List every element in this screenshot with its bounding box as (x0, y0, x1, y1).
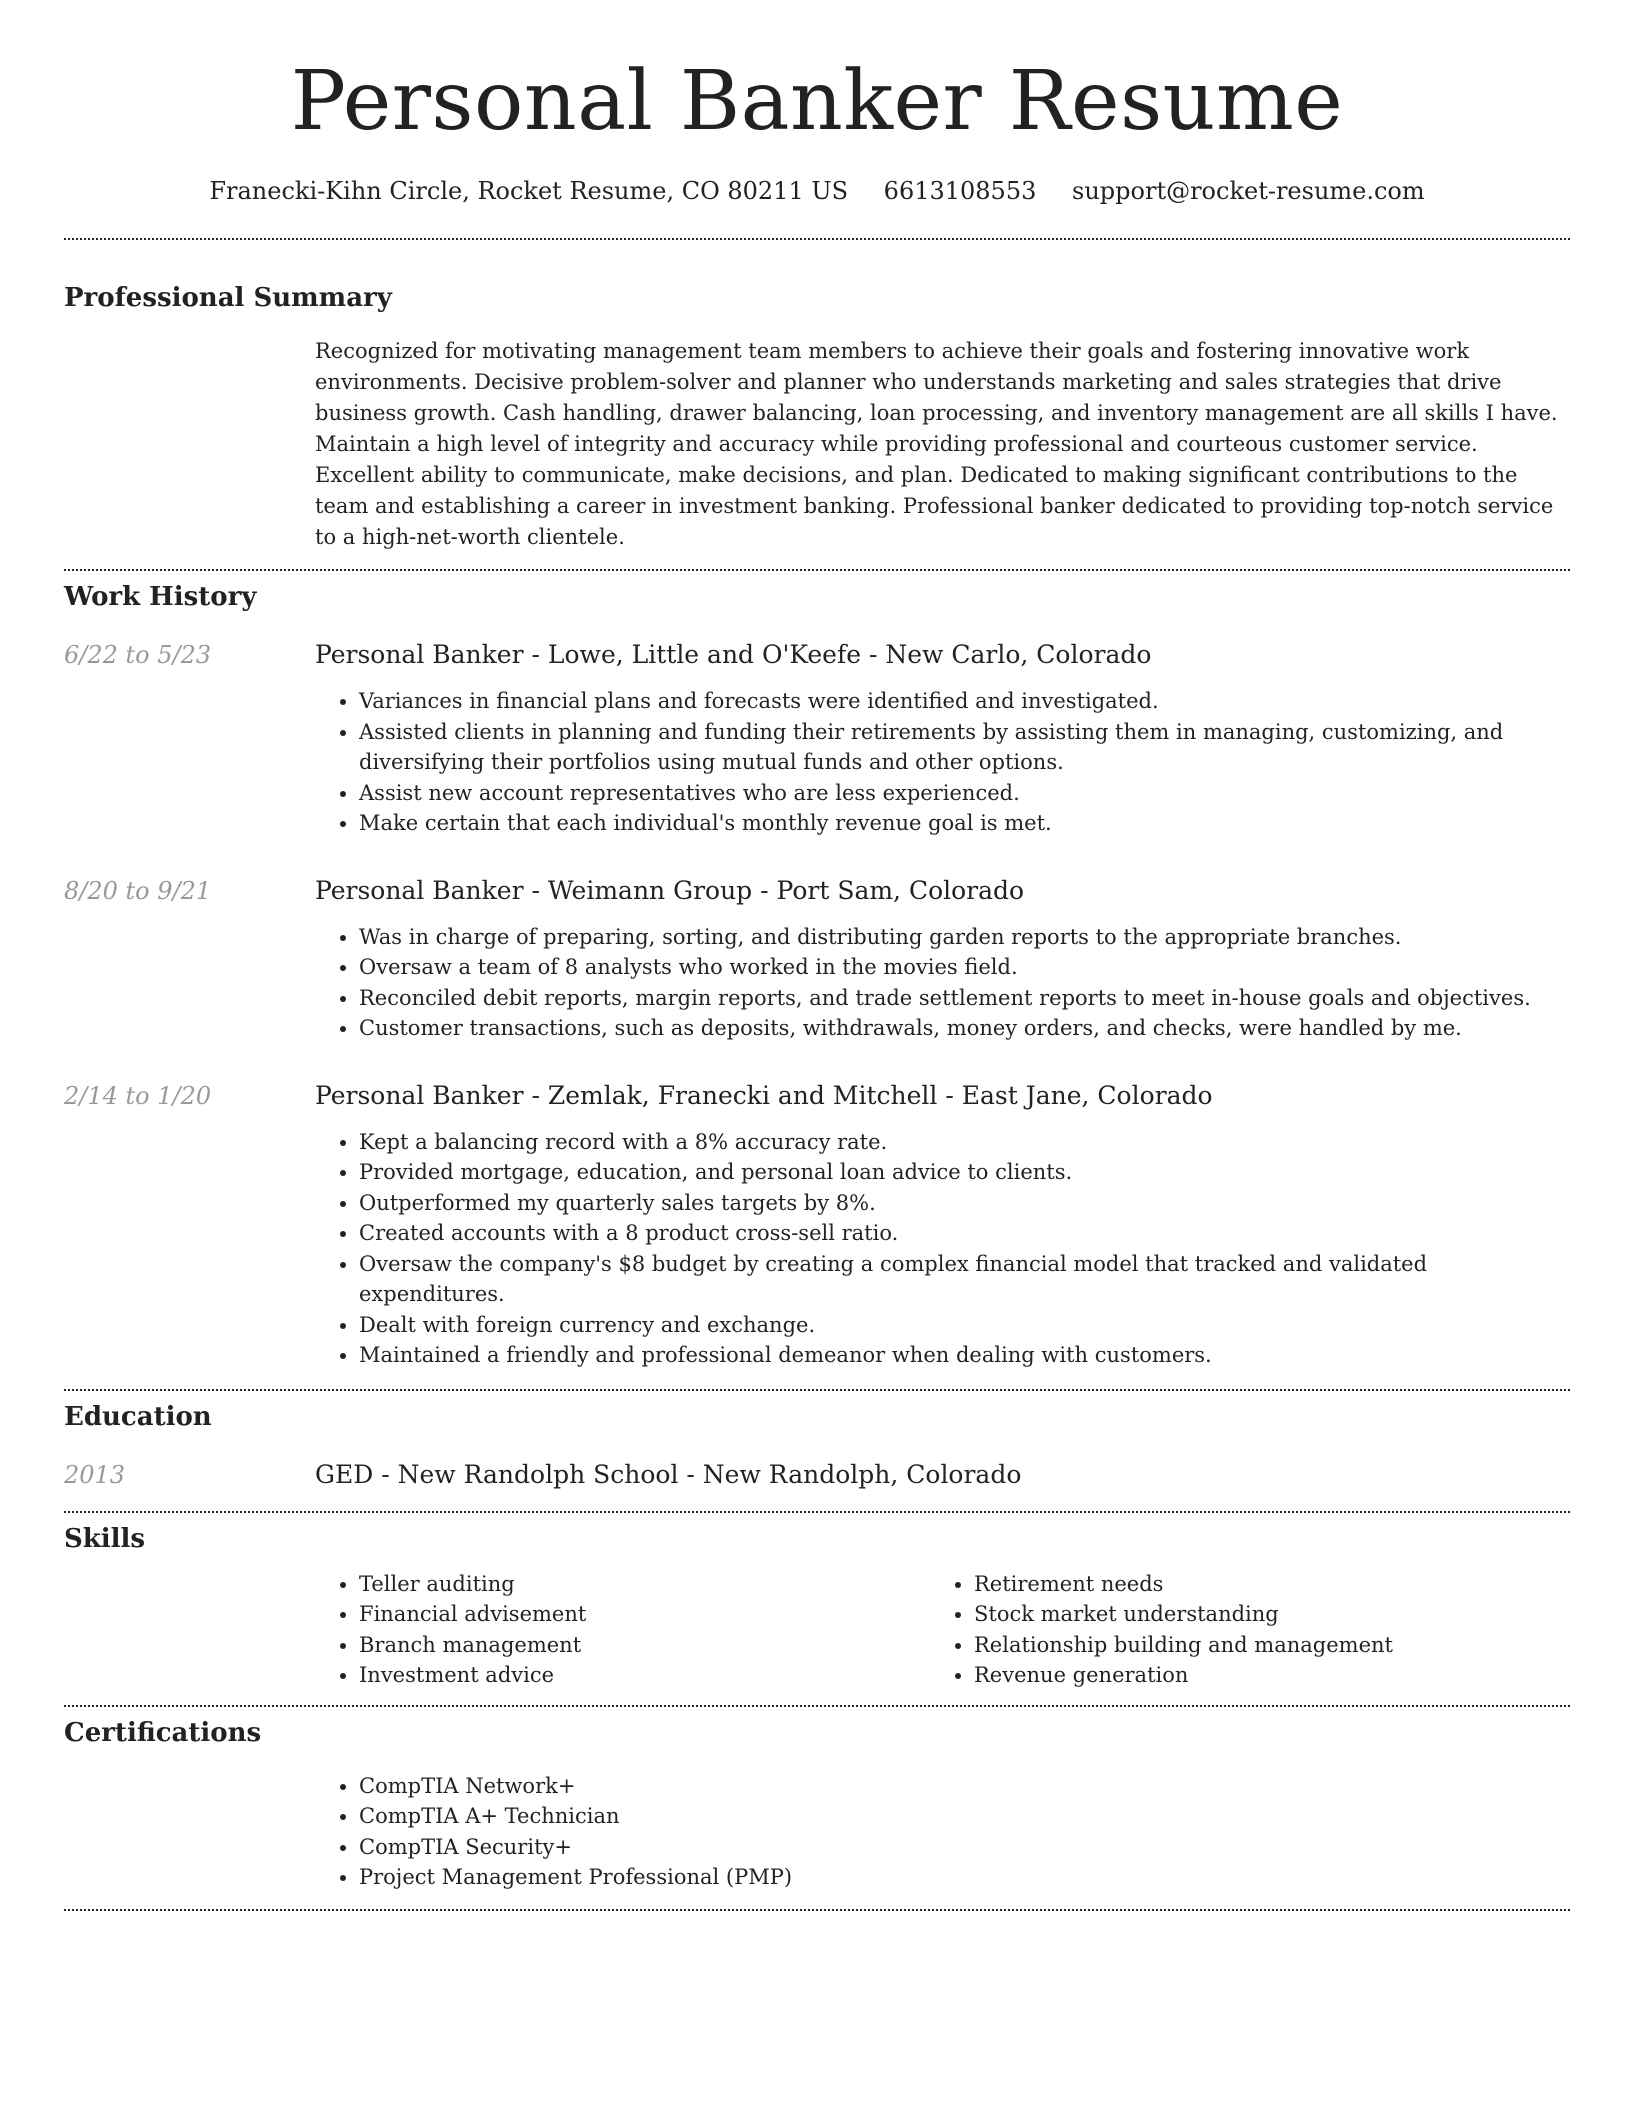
list-item: • CompTIA A+ Technician (359, 1801, 1570, 1832)
list-item: • Outperformed my quarterly sales targets by 8%. (359, 1188, 1570, 1219)
resume-page (64, 0, 1570, 1911)
job-bullets (315, 1127, 1570, 1371)
list-item: • Oversaw a team of 8 analysts who worked in the movies field. (359, 952, 1570, 983)
job-dates: 2/14 to 1/20 (64, 1081, 212, 1110)
list-item: • Project Management Professional (PMP) (359, 1862, 1570, 1893)
divider (64, 1909, 1570, 1911)
education-entry (64, 1459, 1570, 1491)
list-item: • Oversaw the company's $8 budget by creating a complex financial model that tracked and validated expenditures. (359, 1249, 1570, 1310)
contact-line (64, 176, 1570, 206)
list-item: • Assist new account representatives who are less experienced. (359, 778, 1570, 809)
address: Franecki-Kihn Circle, Rocket Resume, CO 80211 US (209, 177, 849, 205)
resume-title: Personal Banker Resume (290, 54, 1344, 149)
list-item: • Kept a balancing record with a 8% accuracy rate. (359, 1127, 1570, 1158)
education-title: GED - New Randolph School - New Randolph, Colorado (315, 1459, 1022, 1489)
list-item: • Assisted clients in planning and funding their retirements by assisting them in managing, customizing, and diversifying their portfolios using mutual funds and other options. (359, 717, 1570, 778)
list-item: • Teller auditing (359, 1569, 930, 1600)
job-dates: 6/22 to 5/23 (64, 641, 212, 669)
list-item: • Dealt with foreign currency and exchange. (359, 1310, 1570, 1341)
job-entry (64, 875, 1570, 1044)
certifications-section (64, 1717, 1570, 1893)
skills-section (64, 1523, 1570, 1691)
list-item: • CompTIA Network+ (359, 1771, 1570, 1802)
skills-list-right (930, 1569, 1545, 1691)
email: support@rocket-resume.com (1072, 177, 1425, 205)
list-item: • Reconciled debit reports, margin reports, and trade settlement reports to meet in-house goals and objectives. (359, 983, 1570, 1014)
job-title: Personal Banker - Weimann Group - Port Sam, Colorado (315, 875, 1025, 905)
section-title-certifications: Certifications (64, 1717, 262, 1748)
divider (64, 1389, 1570, 1391)
summary-section (64, 282, 1570, 553)
divider (64, 1705, 1570, 1707)
list-item: • Customer transactions, such as deposits, withdrawals, money orders, and checks, were handled by me. (359, 1013, 1570, 1044)
job-entry (64, 1080, 1570, 1371)
skills-list-left (315, 1569, 930, 1691)
certifications-list (315, 1771, 1570, 1893)
job-bullets (315, 922, 1570, 1044)
list-item: • Make certain that each individual's monthly revenue goal is met. (359, 808, 1570, 839)
section-title-work-history: Work History (64, 582, 257, 612)
list-item: • Retirement needs (974, 1569, 1545, 1600)
job-title: Personal Banker - Zemlak, Franecki and Mitchell - East Jane, Colorado (315, 1080, 1213, 1110)
list-item: • Created accounts with a 8 product cross-sell ratio. (359, 1218, 1570, 1249)
divider (64, 569, 1570, 571)
divider (64, 1511, 1570, 1513)
list-item: • Provided mortgage, education, and personal loan advice to clients. (359, 1157, 1570, 1188)
section-title-summary: Professional Summary (64, 283, 392, 313)
summary-text: Recognized for motivating management team members to achieve their goals and fostering innovative work environments. Decisive problem-solver and planner who understands marketing and sales strategies that drive business growth. Cash handling, drawer balancing, loan processing, and inventory management are all skills I have. Maintain a high level of integrity and accuracy while providing professional and courteous customer service. Excellent ability to communicate, make decisions, and plan. Dedicated to making significant contributions to the team and establishing a career in investment banking. Professional banker dedicated to providing top-notch service to a high-net-worth clientele. (315, 339, 1558, 549)
list-item: • Relationship building and management (974, 1630, 1545, 1661)
education-section (64, 1401, 1570, 1491)
job-entry (64, 639, 1570, 839)
list-item: • Maintained a friendly and professional demeanor when dealing with customers. (359, 1340, 1570, 1371)
list-item: • Variances in financial plans and forecasts were identified and investigated. (359, 686, 1570, 717)
list-item: • CompTIA Security+ (359, 1832, 1570, 1863)
job-dates: 8/20 to 9/21 (64, 876, 212, 905)
list-item: • Financial advisement (359, 1599, 930, 1630)
section-title-skills: Skills (64, 1523, 146, 1554)
phone: 6613108553 (883, 177, 1037, 205)
list-item: • Revenue generation (974, 1660, 1545, 1691)
list-item: • Investment advice (359, 1660, 930, 1691)
list-item: • Branch management (359, 1630, 930, 1661)
education-year: 2013 (64, 1460, 126, 1489)
job-bullets (315, 686, 1570, 839)
list-item: • Was in charge of preparing, sorting, and distributing garden reports to the appropriate branches. (359, 922, 1570, 953)
section-title-education: Education (64, 1401, 212, 1432)
list-item: • Stock market understanding (974, 1599, 1545, 1630)
work-history-section (64, 581, 1570, 1371)
job-title: Personal Banker - Lowe, Little and O'Keefe - New Carlo, Colorado (315, 640, 1152, 669)
divider (64, 238, 1570, 240)
